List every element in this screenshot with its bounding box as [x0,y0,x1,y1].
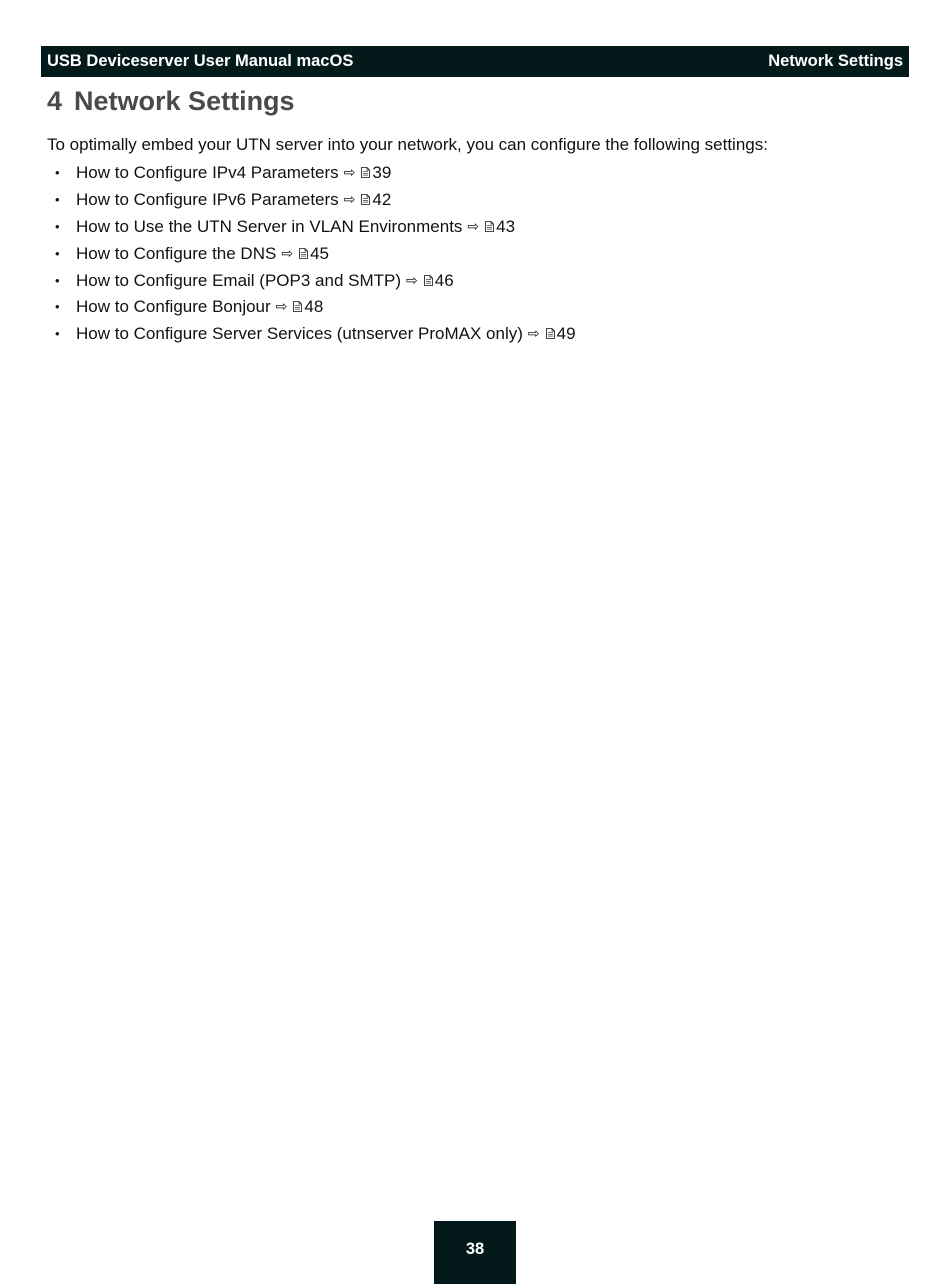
list-item[interactable] [47,294,576,321]
page-reference[interactable]: 39 [372,163,392,182]
page-reference[interactable]: 48 [304,297,324,317]
right-arrow-icon: ⇨ [281,244,294,261]
link-text[interactable]: How to Configure the DNS [76,243,277,263]
page-reference[interactable]: 45 [310,243,329,263]
bullet-icon: • [55,165,60,180]
bullet-icon: • [55,272,60,288]
chapter-title: Network Settings [74,86,295,116]
bullet-icon: • [55,245,60,261]
right-arrow-icon: ⇨ [275,298,288,315]
page-icon [293,301,302,312]
page-reference[interactable]: 43 [496,216,516,236]
page-icon [299,248,308,259]
page-number: 38 [465,1240,485,1258]
bullet-icon: • [55,218,60,234]
settings-link-list [47,160,576,348]
link-text[interactable]: How to Configure Email (POP3 and SMTP) [76,270,402,290]
bullet-icon: • [55,326,60,342]
chapter-heading [47,86,295,117]
page-number-box [434,1221,516,1284]
right-arrow-icon: ⇨ [343,190,356,207]
right-arrow-icon: ⇨ [467,217,480,234]
list-item[interactable] [47,187,576,214]
page-reference[interactable]: 49 [556,324,576,344]
page-icon [424,275,433,286]
intro-paragraph: To optimally embed your UTN server into your network, you can configure the following settings: [47,135,768,154]
list-item[interactable] [47,241,576,268]
link-text[interactable]: How to Configure IPv6 Parameters [76,189,339,209]
header-manual-title: USB Deviceserver User Manual macOS [47,52,354,70]
link-text[interactable]: How to Configure Bonjour [76,297,271,317]
link-text[interactable]: How to Configure IPv4 Parameters [76,163,339,182]
bullet-icon: • [55,299,60,315]
right-arrow-icon: ⇨ [343,164,356,180]
page-icon [546,328,555,339]
list-item[interactable] [47,321,576,348]
page-icon [361,167,370,178]
list-item[interactable] [47,214,576,241]
right-arrow-icon: ⇨ [406,271,418,288]
list-item[interactable] [47,160,576,187]
right-arrow-icon: ⇨ [527,325,540,342]
page-reference[interactable]: 46 [434,270,454,290]
page-icon [485,221,494,232]
link-text[interactable]: How to Configure Server Services (utnserver ProMAX only) [76,324,523,344]
page-reference[interactable]: 42 [372,189,392,209]
page-header [41,46,909,77]
link-text[interactable]: How to Use the UTN Server in VLAN Environments [76,216,463,236]
bullet-icon: • [55,191,60,207]
page-icon [361,194,370,205]
chapter-number: 4 [47,86,63,116]
list-item[interactable] [47,268,576,295]
header-section-title: Network Settings [768,52,903,70]
